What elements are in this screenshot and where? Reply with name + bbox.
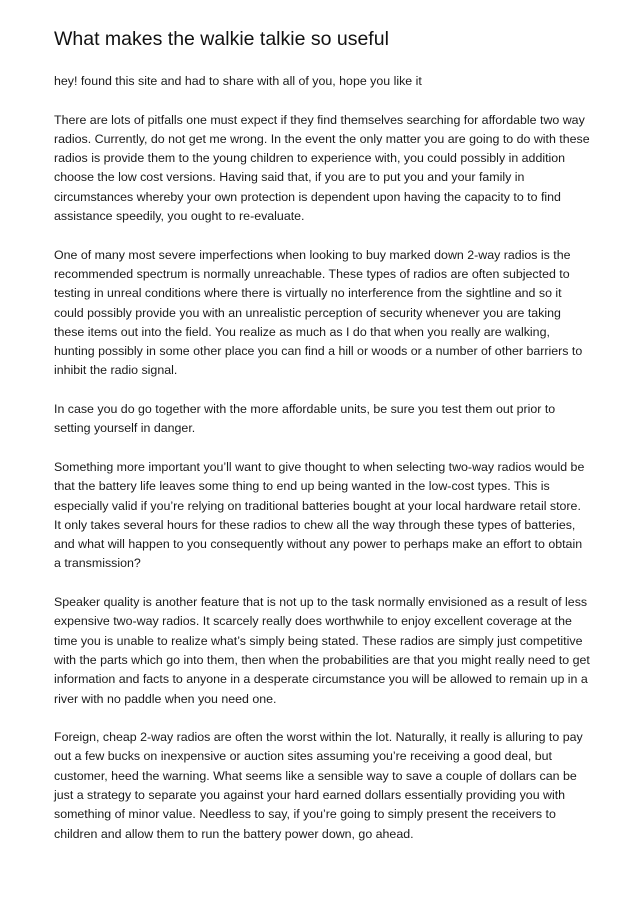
intro-paragraph: hey! found this site and had to share with all of you, hope you like it [54,74,422,88]
document-title: What makes the walkie talkie so useful [54,28,389,50]
body-paragraph-pitfalls: There are lots of pitfalls one must expect if they find themselves searching for affordable two way radios. Currently, do not get me wrong. In the event the only matter you are going to do with these radios is provide them to the young children to experience with, you could possibly in addition choose the low cost versions. Having said that, if you are to put you and your family in circumstances whereby your own protection is dependent upon having the capacity to to find assistance speedily, you ought to re-evaluate. [54,112,590,224]
body-paragraph-battery: Something more important you’ll want to give thought to when selecting two-way radios would be that the battery life leaves some thing to end up being wanted in the low-cost types. This is especially valid if you’re relying on traditional batteries bought at your local hardware retail store. It only takes several hours for these radios to chew all the way through these types of batteries, and what will happen to you consequently without any power to perhaps make an effort to obtain a transmission? [54,459,585,571]
body-paragraph-range: One of many most severe imperfections when looking to buy marked down 2-way radios is the recommended spectrum is normally unreachable. These types of radios are often subjected to testing in unreal conditions where there is virtually no interference from the sightline and so it could possibly provide you with an unrealistic perception of security whenever you are taking these items out into the field. You realize as much as I do that when you really are walking, hunting possibly in some other place you can find a hill or woods or a number of other barriers to inhibit the radio signal. [54,247,583,378]
body-paragraph-speaker: Speaker quality is another feature that is not up to the task normally envisioned as a result of less expensive two-way radios. It scarcely really does worthwhile to enjoy excellent coverage at the time you is unable to realize what’s simply being stated. These radios are simply just competitive with the parts which go into them, then when the probabilities are that you might really need to get information and facts to anyone in a desperate circumstance you will be allowed to remain up in a river with no paddle when you need one. [54,595,590,706]
body-paragraph-foreign: Foreign, cheap 2-way radios are often the worst within the lot. Naturally, it really is alluring to pay out a few bucks on inexpensive or auction sites assuming you’re receiving a good deal, but customer, heed the warning. What seems like a sensible way to save a couple of dollars can be just a strategy to separate you against your hard earned dollars essentially providing you with something of minor value. Needless to say, if you’re going to simply present the receivers to children and allow them to run the battery power down, go ahead. [54,730,583,841]
document-page [54,26,590,863]
body-paragraph-testing: In case you do go together with the more affordable units, be sure you test them out prior to setting yourself in danger. [54,402,556,436]
